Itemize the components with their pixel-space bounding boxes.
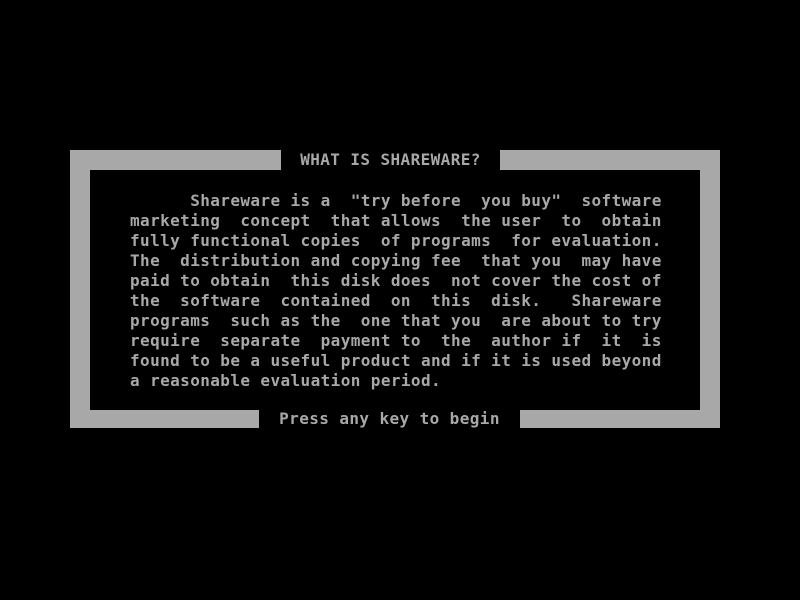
body-text-line: the software contained on this disk. Shareware bbox=[130, 291, 662, 310]
dialog-border-left bbox=[70, 150, 90, 428]
body-text-line: fully functional copies of programs for evaluation. bbox=[130, 231, 662, 250]
shareware-notice-dialog bbox=[70, 150, 720, 428]
press-any-key-prompt: Press any key to begin bbox=[279, 409, 500, 428]
body-text-line: marketing concept that allows the user to obtain bbox=[130, 211, 662, 230]
body-text-line: programs such as the one that you are about to try bbox=[130, 311, 662, 330]
dialog-border-bottom bbox=[70, 410, 720, 428]
body-text-line: require separate payment to the author if it is bbox=[130, 331, 662, 350]
dialog-title: WHAT IS SHAREWARE? bbox=[300, 150, 481, 169]
body-text-line: paid to obtain this disk does not cover the cost of bbox=[130, 271, 662, 290]
body-text-line: found to be a useful product and if it is used beyond bbox=[130, 351, 662, 370]
body-text-line: Shareware is a "try before you buy" software bbox=[130, 191, 662, 210]
body-text-line: The distribution and copying fee that you may have bbox=[130, 251, 662, 270]
dialog-footer-area bbox=[259, 410, 520, 428]
dialog-title-area bbox=[281, 150, 500, 170]
dialog-body-text bbox=[130, 191, 665, 391]
dialog-border-top bbox=[70, 150, 720, 170]
dialog-border-right bbox=[700, 150, 720, 428]
body-text-line: a reasonable evaluation period. bbox=[130, 371, 442, 390]
